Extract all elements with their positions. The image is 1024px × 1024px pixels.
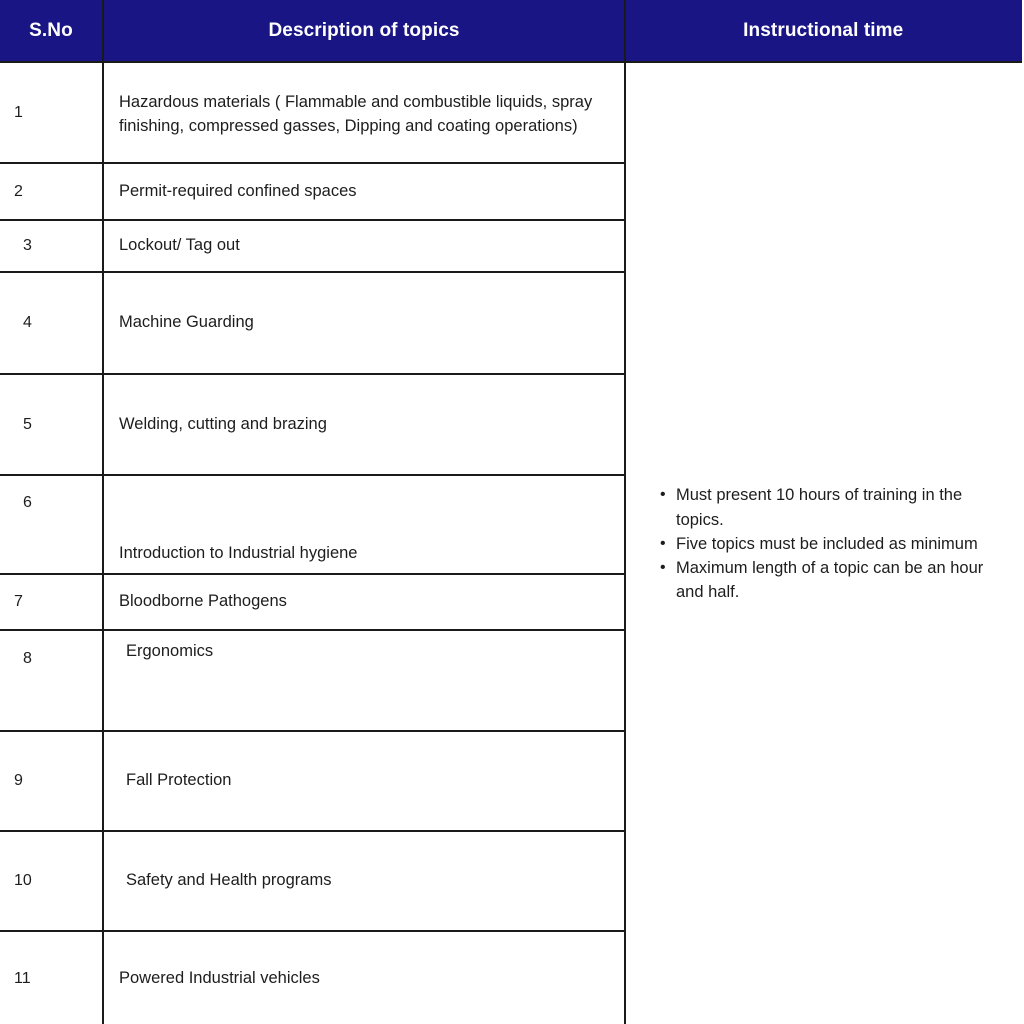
cell-sno (0, 163, 103, 220)
sno-value: 10 (14, 872, 32, 890)
bullet-icon: • (660, 486, 666, 504)
cell-description (103, 62, 625, 163)
cell-sno (0, 62, 103, 163)
sno-value: 2 (14, 182, 23, 200)
table-body (0, 62, 1021, 1024)
cell-description (103, 630, 625, 731)
cell-sno (0, 220, 103, 272)
description-text: Introduction to Industrial hygiene (119, 543, 358, 562)
bullet-icon: • (660, 559, 666, 577)
cell-description (103, 931, 625, 1024)
bullet-icon: • (660, 534, 666, 552)
sno-value: 5 (23, 415, 32, 433)
column-header-description: Description of topics (103, 1, 625, 63)
column-header-instructional-time: Instructional time (625, 1, 1021, 63)
description-text: Powered Industrial vehicles (119, 968, 320, 987)
list-item-text: Must present 10 hours of training in the topics. (676, 486, 963, 529)
cell-description (103, 731, 625, 831)
sno-value: 8 (23, 649, 32, 667)
cell-sno (0, 272, 103, 374)
cell-sno (0, 931, 103, 1024)
description-text: Permit-required confined spaces (119, 181, 357, 200)
instructional-time-content (626, 483, 1021, 604)
instructional-time-notes (654, 483, 1011, 604)
description-text: Ergonomics (126, 641, 214, 660)
description-text: Hazardous materials ( Flammable and combustible liquids, spray finishing, compressed gasses, Dipping and coating operations) (119, 92, 593, 135)
sno-value: 9 (14, 772, 23, 790)
sno-value: 7 (14, 593, 23, 611)
cell-sno (0, 574, 103, 630)
description-text: Machine Guarding (119, 313, 254, 332)
cell-sno (0, 831, 103, 931)
table-header-row (0, 1, 1021, 63)
sno-value: 1 (14, 103, 23, 121)
description-text: Bloodborne Pathogens (119, 592, 287, 611)
sno-value: 6 (23, 493, 32, 511)
list-item-text: Five topics must be included as minimum (676, 534, 978, 553)
description-text: Welding, cutting and brazing (119, 414, 327, 433)
column-header-sno: S.No (0, 1, 103, 63)
cell-description (103, 831, 625, 931)
description-text: Fall Protection (126, 771, 232, 790)
cell-description (103, 574, 625, 630)
table-row (0, 62, 1021, 163)
cell-description (103, 475, 625, 574)
list-item-text: Maximum length of a topic can be an hour and half. (676, 559, 984, 602)
cell-description (103, 220, 625, 272)
description-text: Safety and Health programs (126, 871, 332, 890)
list-item (660, 483, 1011, 532)
sno-value: 3 (23, 237, 32, 255)
cell-instructional-time (625, 62, 1021, 1024)
cell-description (103, 163, 625, 220)
sno-value: 11 (14, 969, 31, 987)
list-item (660, 556, 1011, 605)
list-item (660, 532, 1011, 556)
table-header (0, 1, 1021, 63)
cell-description (103, 272, 625, 374)
cell-sno (0, 475, 103, 574)
cell-description (103, 374, 625, 475)
cell-sno (0, 374, 103, 475)
cell-sno (0, 630, 103, 731)
description-text: Lockout/ Tag out (119, 236, 240, 255)
cell-sno (0, 731, 103, 831)
sno-value: 4 (23, 314, 32, 332)
